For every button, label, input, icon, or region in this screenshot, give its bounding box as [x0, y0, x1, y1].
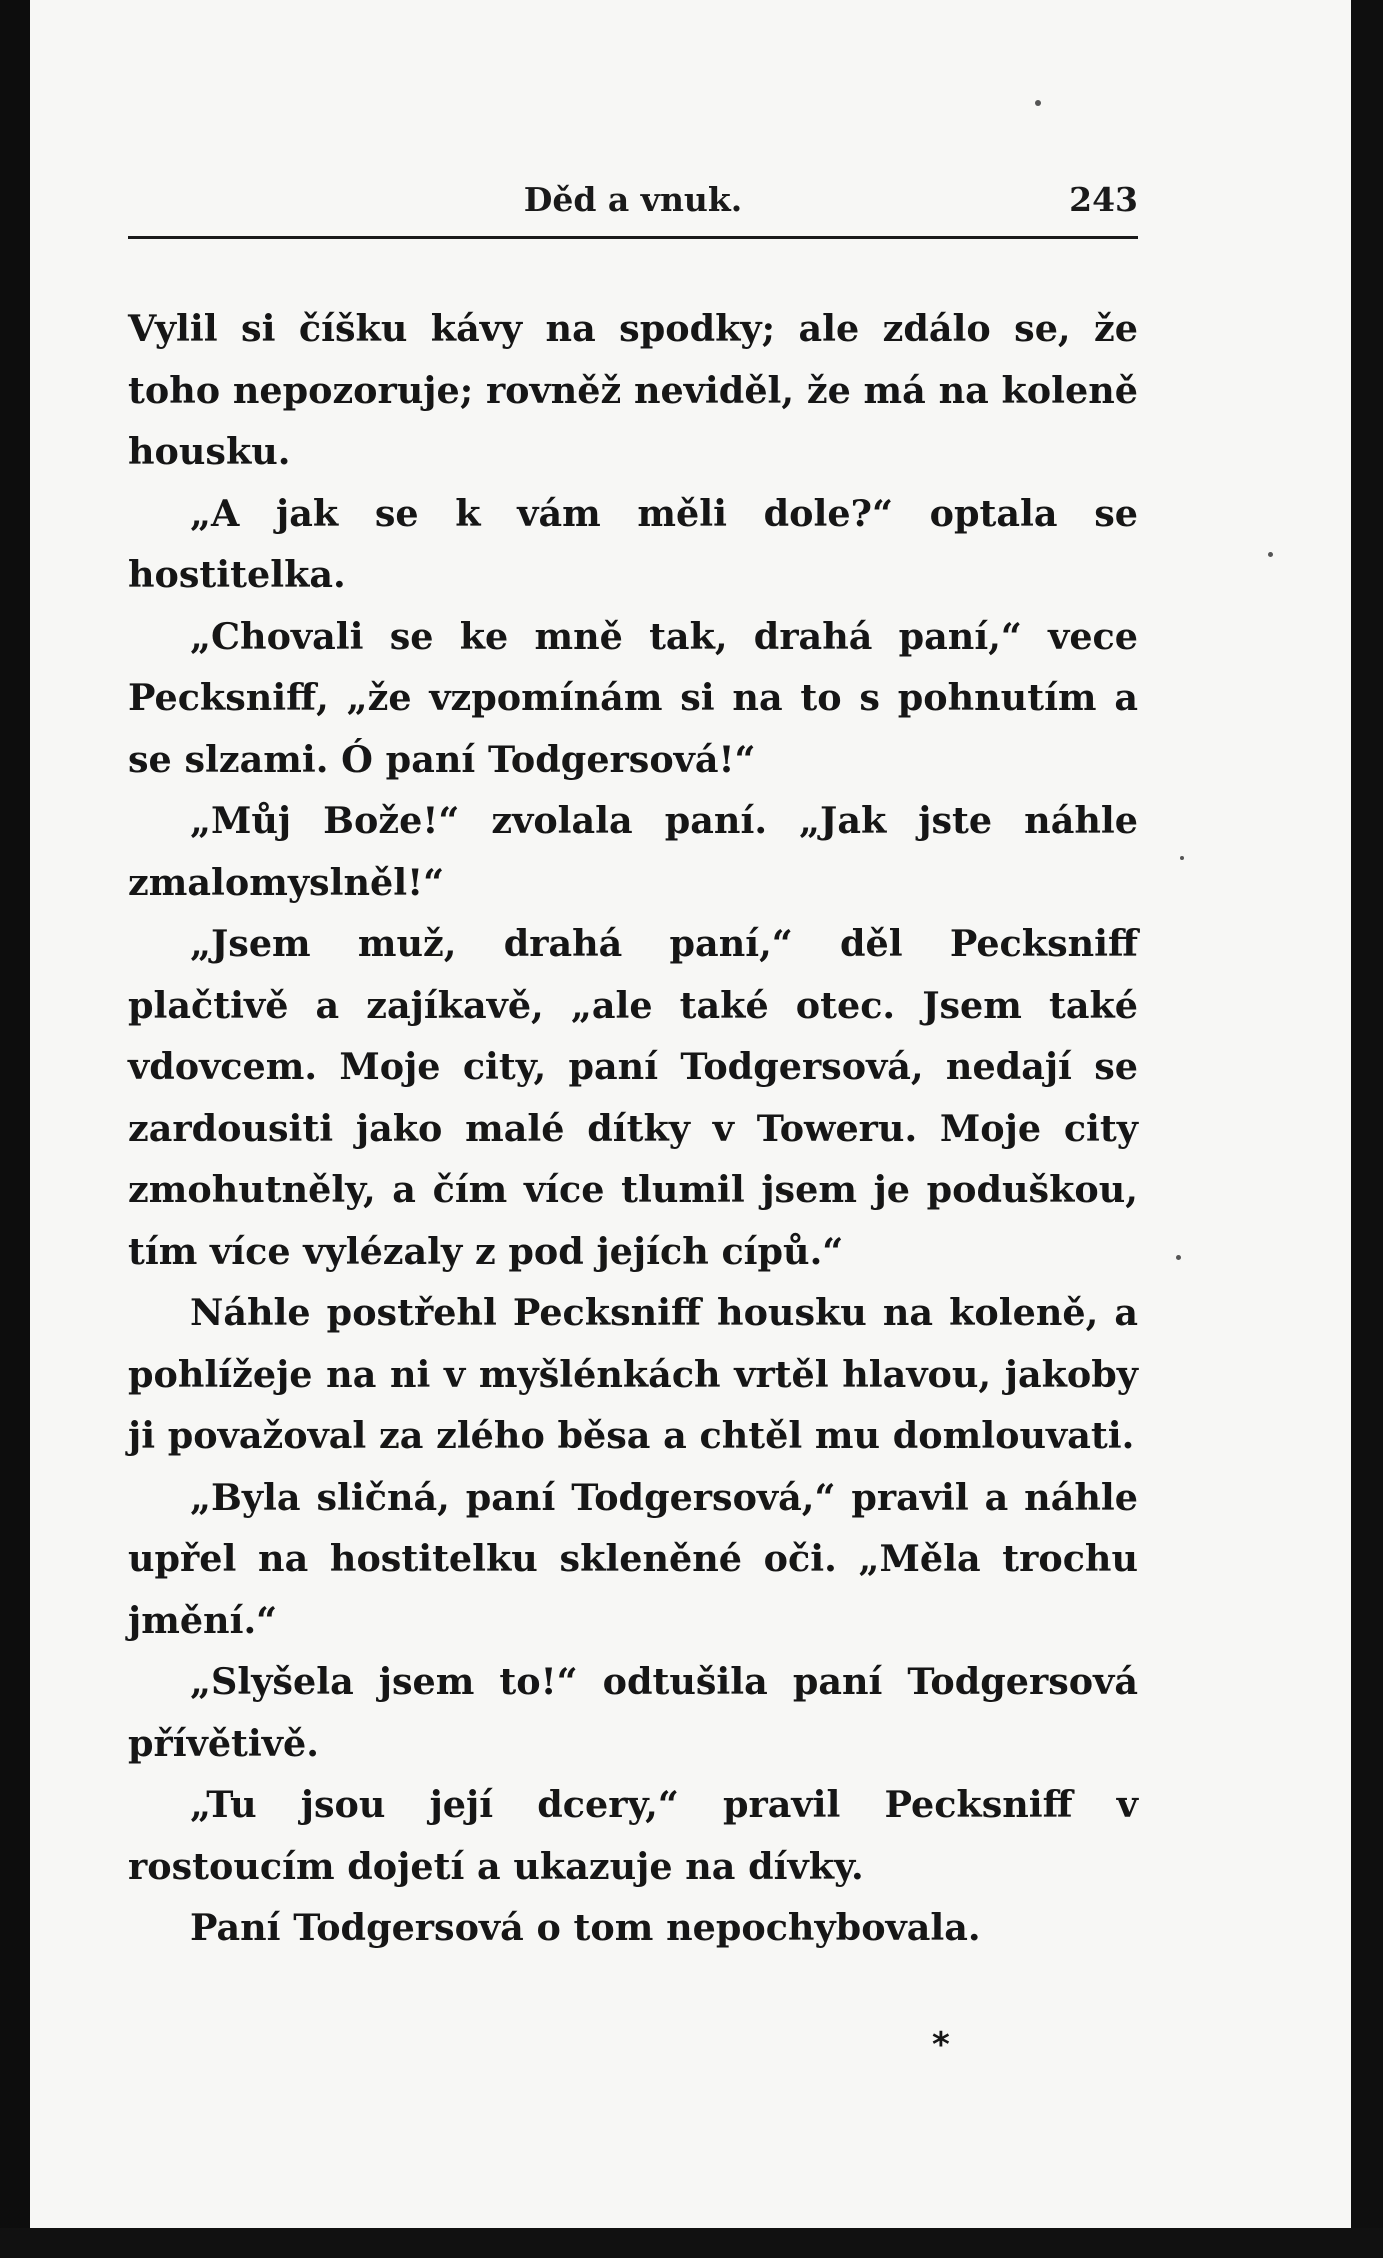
page-number: 243 [1069, 180, 1138, 219]
running-title: Děd a vnuk. [523, 180, 743, 219]
paragraph: „Tu jsou její dcery,“ pravil Pecksniff v rostoucím dojetí a ukazuje na dívky. [128, 1783, 1138, 1888]
scan-speck [1268, 552, 1273, 557]
paragraph: Vylil si číšku kávy na spodky; ale zdálo se, že toho nepozoruje; rovněž neviděl, že má na koleně housku. [128, 307, 1138, 473]
page-header [128, 180, 1138, 226]
paragraph: „Chovali se ke mně tak, drahá paní,“ vece Pecksniff, „že vzpomínám si na to s pohnutím a se slzami. Ó paní Todgersová!“ [128, 614, 1138, 781]
paragraph: „Slyšela jsem to!“ odtušila paní Todgersová přívětivě. [128, 1660, 1138, 1765]
scan-bottom-border [0, 2228, 1383, 2258]
scan-speck [1176, 1255, 1181, 1260]
body-text [128, 298, 1138, 1959]
scan-speck [1180, 856, 1184, 860]
paragraph: „Byla sličná, paní Todgersová,“ pravil a náhle upřel na hostitelku skleněné oči. „Měla trochu jmění.“ [128, 1475, 1138, 1642]
paragraph: Paní Todgersová o tom nepochybovala. [190, 1906, 981, 1949]
paragraph: Náhle postřehl Pecksniff housku na koleně, a pohlížeje na ni v myšlénkách vrtěl hlavou, jakoby ji považoval za zlého běsa a chtěl mu domlouvati. [128, 1291, 1138, 1457]
paragraph: „Můj Bože!“ zvolala paní. „Jak jste náhle zmalomyslněl!“ [128, 799, 1138, 904]
scan-right-border [1351, 0, 1383, 2258]
end-mark: * [932, 2025, 950, 2065]
header-rule [128, 236, 1138, 239]
scan-left-border [0, 0, 30, 2258]
paragraph: „Jsem muž, drahá paní,“ děl Pecksniff plačtivě a zajíkavě, „ale také otec. Jsem také vdovcem. Moje city, paní Todgersová, nedají se zardousiti jako malé dítky v Toweru. Moje city zmohutněly, a čím více tlumil jsem je poduškou, tím více vylézaly z pod jejích cípů.“ [128, 922, 1138, 1273]
paragraph: „A jak se k vám měli dole?“ optala se hostitelka. [128, 491, 1138, 596]
scan-speck [1035, 100, 1041, 106]
